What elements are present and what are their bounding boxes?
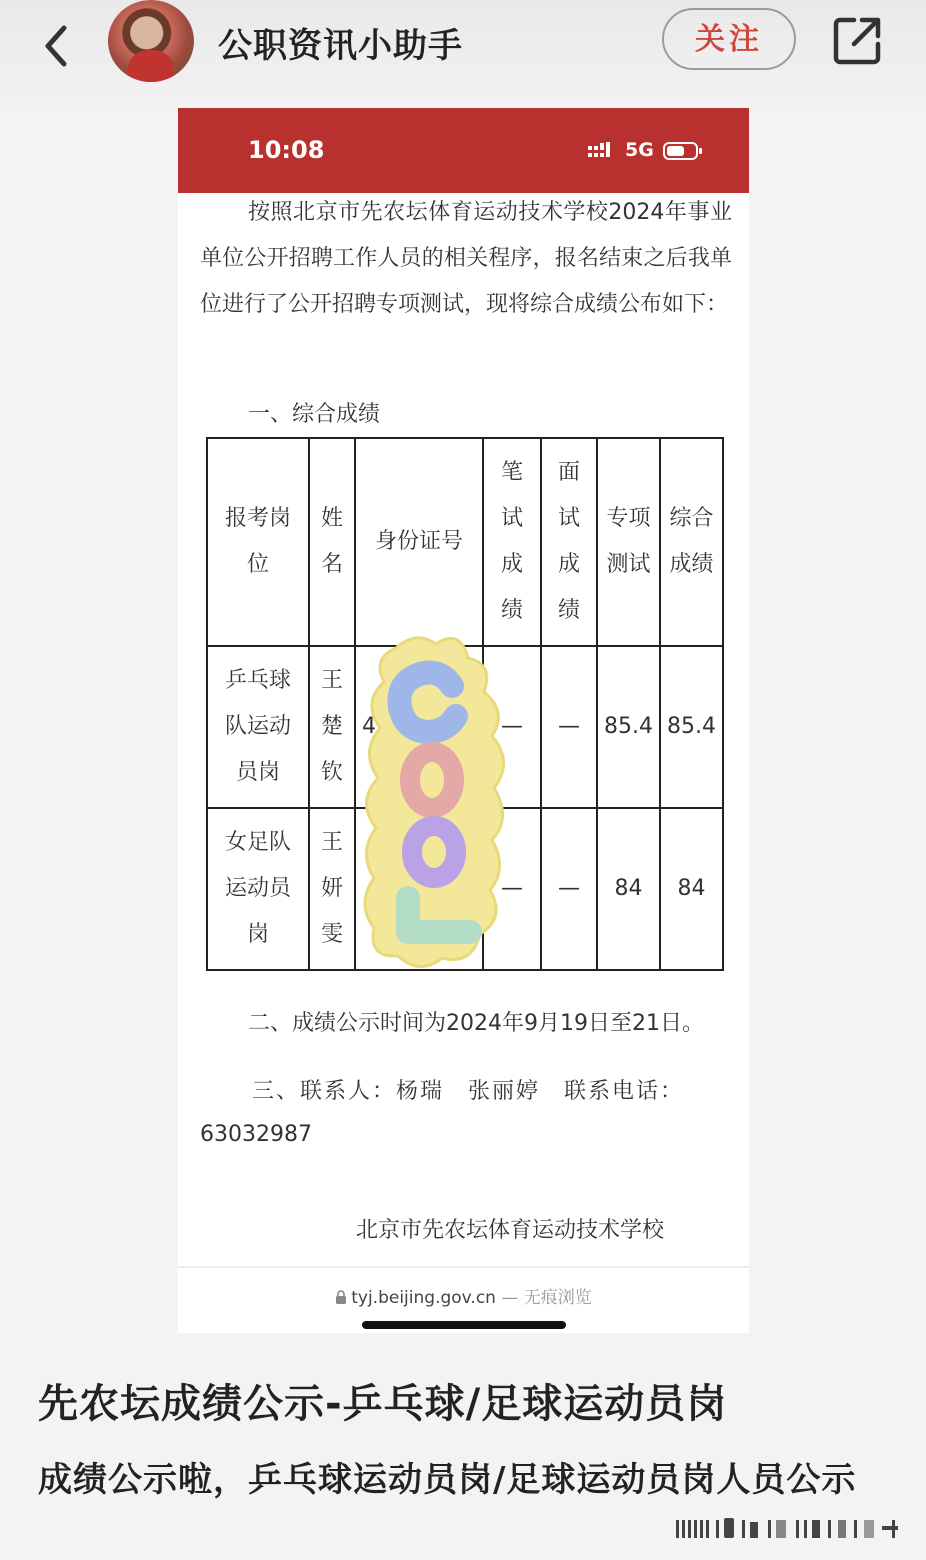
browser-url-bar xyxy=(178,1283,749,1308)
post-title: 先农坛成绩公示-乒乓球/足球运动员岗 xyxy=(38,1381,728,1427)
section2-text: 二、成绩公示时间为2024年9月19日至21日。 xyxy=(248,1011,704,1036)
header-special: 专项测试 xyxy=(597,438,660,646)
share-icon xyxy=(832,14,884,66)
cell-interview: — xyxy=(541,808,597,970)
battery-icon xyxy=(663,141,703,161)
image-pager-dots xyxy=(676,1516,906,1544)
status-time: 10:08 xyxy=(248,136,325,164)
header-position: 报考岗位 xyxy=(207,438,309,646)
cell-special: 85.4 xyxy=(597,646,660,808)
url-text: tyj.beijing.gov.cn xyxy=(351,1288,496,1308)
lock-icon xyxy=(335,1290,347,1304)
table-header-row xyxy=(207,438,723,646)
cell-written: — xyxy=(483,808,541,970)
header-id-number: 身份证号 xyxy=(355,438,483,646)
avatar-figure xyxy=(128,50,174,82)
header-written: 笔试成绩 xyxy=(483,438,541,646)
account-name[interactable]: 公职资讯小助手 xyxy=(218,26,463,66)
cool-sticker xyxy=(356,628,516,976)
cell-written: — xyxy=(483,646,541,808)
header-name: 姓名 xyxy=(309,438,355,646)
share-button[interactable] xyxy=(832,14,884,66)
section1-title: 一、综合成绩 xyxy=(248,402,381,427)
sticker-graphic xyxy=(356,628,516,976)
header-total: 综合成绩 xyxy=(660,438,723,646)
section3-contacts: 三、联系人：杨瑞 张丽婷 联系电话： xyxy=(252,1079,685,1104)
chevron-left-icon xyxy=(34,20,82,72)
back-button[interactable] xyxy=(34,20,82,72)
browse-mode: — 无痕浏览 xyxy=(501,1288,592,1308)
network-label: 5G xyxy=(625,139,654,161)
cell-position: 乒乓球队运动员岗 xyxy=(207,646,309,808)
follow-button[interactable]: 关注 xyxy=(662,8,796,70)
avatar[interactable] xyxy=(108,0,194,82)
home-indicator xyxy=(362,1321,566,1329)
header-interview: 面试成绩 xyxy=(541,438,597,646)
cell-name: 王妍雯 xyxy=(309,808,355,970)
divider xyxy=(178,1266,749,1268)
cell-total: 85.4 xyxy=(660,646,723,808)
document-signer: 北京市先农坛体育运动技术学校 xyxy=(356,1218,665,1243)
cell-total: 84 xyxy=(660,808,723,970)
intro-paragraph: 按照北京市先农坛体育运动技术学校2024年事业单位公开招聘工作人员的相关程序，报名结束之后我单位进行了公开招聘专项测试，现将综合成绩公布如下： xyxy=(200,200,732,317)
cell-position: 女足队运动员岗 xyxy=(207,808,309,970)
contact-phone: 63032987 xyxy=(200,1122,312,1147)
post-body[interactable]: 成绩公示啦，乒乓球运动员岗/足球运动员岗人员公示 xyxy=(38,1460,857,1500)
cell-interview: — xyxy=(541,646,597,808)
phone-status-bar xyxy=(178,108,749,193)
app-bar xyxy=(0,0,926,110)
signal-icon xyxy=(588,142,612,160)
cell-name: 王楚钦 xyxy=(309,646,355,808)
cell-special: 84 xyxy=(597,808,660,970)
cell-id-number: 4 xyxy=(355,646,483,808)
